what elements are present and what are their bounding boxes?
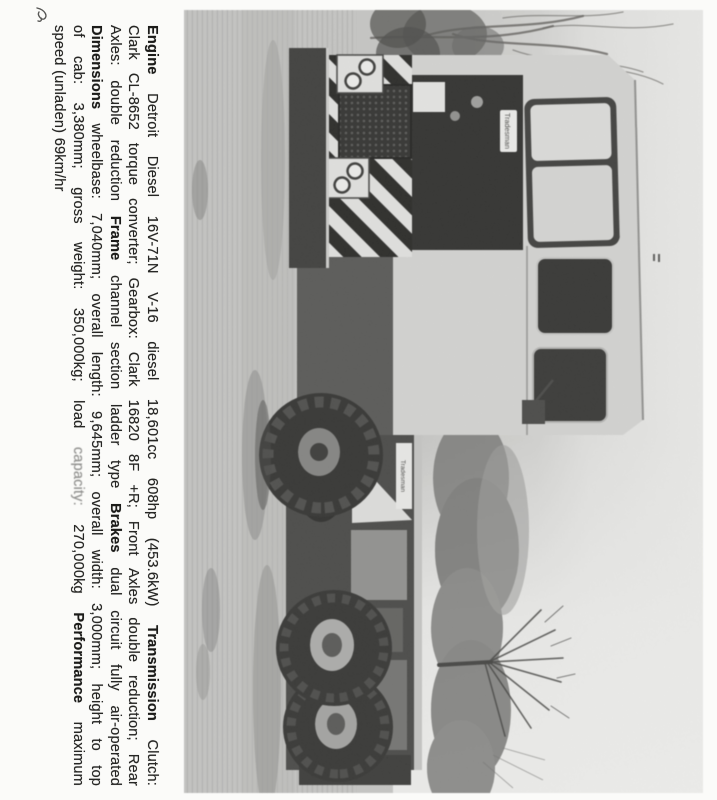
cab-badge-label: Tradesman: [503, 112, 512, 150]
caption-segment: maximum: [70, 703, 86, 786]
caption-line-1: [143, 25, 162, 786]
caption-segment: Axles: double reduction: [107, 25, 123, 216]
caption-segment: Clutch:: [144, 720, 160, 786]
caption-segment: capacity:: [70, 446, 86, 506]
chassis-label: Tradesman: [399, 459, 406, 493]
scan-grain: [184, 10, 703, 793]
caption-line-3: [106, 25, 125, 786]
caption-segment: of cab: 3,380mm; gross weight: 350,000kg; load: [70, 25, 86, 447]
caption-segment: Clark CL-8652 torque converter; Gearbox: Clark 16820 8F +R; Front Axles double reduction; Rear: [125, 25, 142, 786]
caption-segment: Engine: [144, 25, 160, 75]
caption-segment: Dimensions: [88, 25, 105, 110]
caption-segment: wheelbase: 7,040mm; overall length: 9,645mm; overall width: 3,000mm; height to top: [88, 109, 105, 786]
caption-line-2: [124, 25, 143, 786]
caption: [50, 25, 161, 786]
caption-line-5: [69, 25, 88, 786]
caption-segment: channel section ladder type: [107, 260, 123, 504]
caption-segment: speed (unladen) 69km/hr: [51, 25, 68, 192]
caption-segment: Transmission: [144, 625, 160, 721]
pen-scribble-icon: [29, 4, 51, 26]
caption-line-4: [87, 25, 106, 786]
caption-segment: dual circuit fully air-operated: [107, 552, 123, 786]
caption-segment: 270,000kg: [70, 505, 86, 613]
truck-photo: [184, 10, 703, 793]
caption-segment: Performance: [70, 612, 86, 704]
caption-segment: Detroit Diesel 16V-71N V-16 diesel 18,601cc 608hp (453.6kW): [144, 74, 160, 626]
caption-segment: Frame: [107, 215, 123, 261]
caption-line-6: [50, 25, 69, 786]
caption-segment: Brakes: [107, 503, 123, 553]
